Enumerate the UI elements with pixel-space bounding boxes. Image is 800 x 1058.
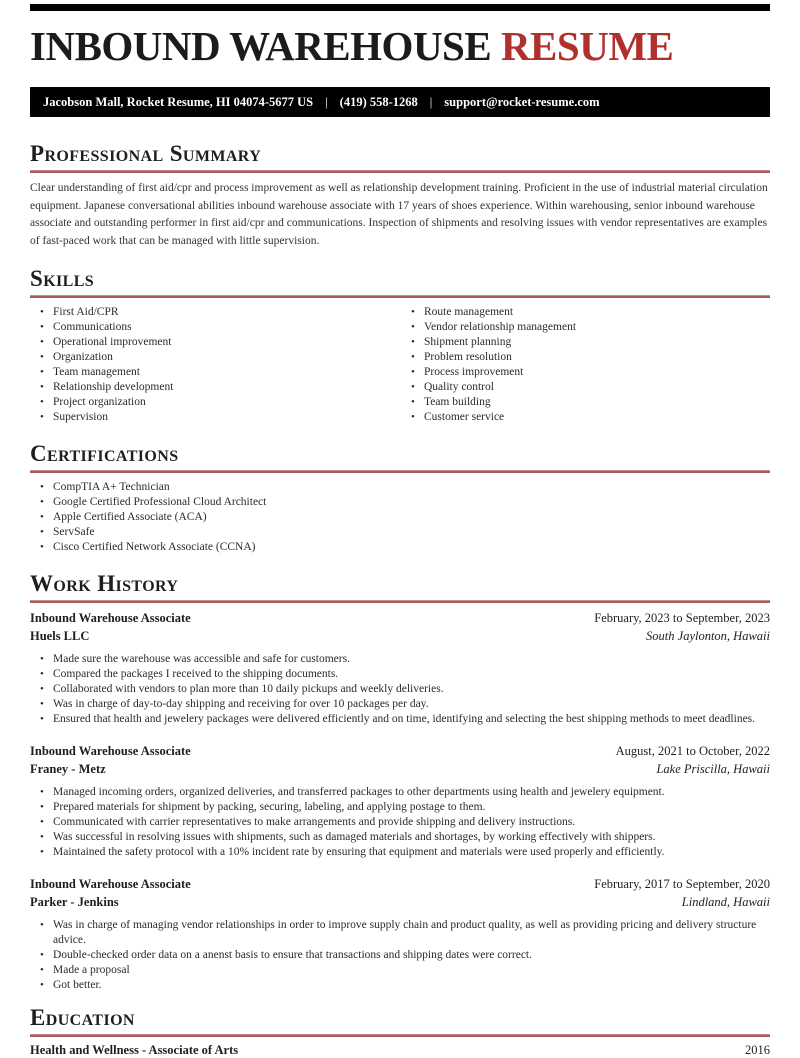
- skill-item: • Team building: [424, 395, 770, 410]
- job-bullet: • Prepared materials for shipment by packing, securing, labeling, and applying postage to them.: [53, 800, 770, 815]
- section-education: [30, 1007, 770, 1058]
- job-dates: February, 2023 to September, 2023: [594, 611, 770, 625]
- section-rule: [30, 470, 770, 473]
- job-bullet: • Collaborated with vendors to plan more than 10 daily pickups and weekly deliveries.: [53, 682, 770, 697]
- section-certifications: [30, 443, 770, 555]
- summary-text: Clear understanding of first aid/cpr and process improvement as well as relationship development training. Proficient in the use of industrial material circulation equipment. Japanese conversational abilities inbound warehouse associate with 17 years of shoes experience. Within warehousing, senior inbound warehouse associate and outstanding performer in first aid/cpr and communications. Inspection of shipments and resolving issues with vendor representatives are examples of fast-paced work that can be managed with little supervision.: [30, 182, 768, 247]
- job-company-row: [30, 894, 770, 912]
- contact-separator: |: [429, 94, 433, 109]
- skill-item: • Shipment planning: [424, 335, 770, 350]
- job-list: [30, 610, 770, 993]
- skill-item: • Relationship development: [53, 380, 400, 395]
- section-heading-education: Education: [30, 1005, 135, 1030]
- section-heading-skills: Skills: [30, 266, 95, 291]
- page-title-red: RESUME: [500, 23, 674, 69]
- job-location: Lindland, Hawaii: [681, 894, 770, 909]
- job-bullet: • Ensured that health and jewelery packages were delivered efficiently and on time, identifying and selecting the best shipping methods to meet deadlines.: [53, 712, 770, 727]
- top-accent-bar: [30, 4, 770, 11]
- job-bullet-list: [30, 918, 770, 993]
- contact-email: support@rocket-resume.com: [444, 94, 600, 109]
- contact-address: Jacobson Mall, Rocket Resume, HI 04074-5677 US: [43, 94, 314, 109]
- job-title-row: [30, 743, 770, 761]
- section-professional-summary: [30, 143, 770, 250]
- contact-phone: (419) 558-1268: [339, 94, 418, 109]
- skills-list-right: [400, 305, 770, 425]
- job-bullet: • Was successful in resolving issues with shipments, such as damaged materials and shortages, by working effectively with shippers.: [53, 830, 770, 845]
- job-title: Inbound Warehouse Associate: [30, 744, 191, 758]
- skill-item: • Communications: [53, 320, 400, 335]
- certification-item: • Apple Certified Associate (ACA): [53, 510, 770, 525]
- job-location: South Jaylonton, Hawaii: [646, 628, 770, 643]
- section-rule: [30, 170, 770, 173]
- skill-item: • Supervision: [53, 410, 400, 425]
- skill-item: • Process improvement: [424, 365, 770, 380]
- job-dates: February, 2017 to September, 2020: [594, 877, 770, 891]
- job-bullet: • Compared the packages I received to the shipping documents.: [53, 667, 770, 682]
- section-work-history: [30, 573, 770, 993]
- education-entry: [30, 1043, 770, 1058]
- job-title-row: [30, 610, 770, 628]
- section-heading-professional-summary: Professional Summary: [30, 141, 262, 166]
- skill-item: • Route management: [424, 305, 770, 320]
- contact-separator: |: [325, 94, 328, 109]
- skill-item: • Team management: [53, 365, 400, 380]
- job-company: Huels LLC: [30, 628, 90, 643]
- education-year: 2016: [745, 1043, 770, 1057]
- job-entry: [30, 876, 770, 993]
- job-bullet: • Made sure the warehouse was accessible and safe for customers.: [53, 652, 770, 667]
- contact-bar: [30, 87, 770, 117]
- job-entry: [30, 743, 770, 860]
- section-skills: [30, 268, 770, 425]
- job-company: Franey - Metz: [30, 761, 106, 776]
- certification-item: • ServSafe: [53, 525, 770, 540]
- skill-item: • Vendor relationship management: [424, 320, 770, 335]
- job-bullet-list: [30, 785, 770, 860]
- job-dates: August, 2021 to October, 2022: [615, 744, 770, 758]
- skills-list-left: [30, 305, 400, 425]
- job-company-row: [30, 761, 770, 779]
- job-bullet: • Got better.: [53, 978, 770, 993]
- skills-columns: [30, 298, 770, 425]
- job-bullet: • Made a proposal: [53, 963, 770, 978]
- education-degree: Health and Wellness - Associate of Arts: [30, 1043, 239, 1057]
- job-title: Inbound Warehouse Associate: [30, 611, 191, 625]
- job-bullet-list: [30, 652, 770, 727]
- job-title-row: [30, 876, 770, 894]
- job-bullet: • Maintained the safety protocol with a 10% incident rate by ensuring that equipment and materials were used properly and efficiently.: [53, 845, 770, 860]
- job-title: Inbound Warehouse Associate: [30, 877, 191, 891]
- job-bullet: • Communicated with carrier representatives to make arrangements and provide shipping and delivery instructions.: [53, 815, 770, 830]
- section-heading-certifications: Certifications: [30, 441, 179, 466]
- certification-item: • Cisco Certified Network Associate (CCNA): [53, 540, 770, 555]
- page-title-black: INBOUND WAREHOUSE: [30, 23, 501, 69]
- job-entry: [30, 610, 770, 727]
- skill-item: • Customer service: [424, 410, 770, 425]
- certification-item: • Google Certified Professional Cloud Architect: [53, 495, 770, 510]
- job-bullet: • Managed incoming orders, organized deliveries, and transferred packages to other departments using health and jewelery equipment.: [53, 785, 770, 800]
- section-rule: [30, 1034, 770, 1037]
- section-rule: [30, 600, 770, 603]
- job-company-row: [30, 628, 770, 646]
- certification-item: • CompTIA A+ Technician: [53, 480, 770, 495]
- skill-item: • First Aid/CPR: [53, 305, 400, 320]
- job-bullet: • Was in charge of managing vendor relationships in order to improve supply chain and product quality, as well as providing pricing and delivery structure advice.: [53, 918, 770, 948]
- job-bullet: • Was in charge of day-to-day shipping and receiving for over 10 packages per day.: [53, 697, 770, 712]
- job-bullet: • Double-checked order data on a anenst basis to ensure that transactions and shipping dates were correct.: [53, 948, 770, 963]
- section-heading-work-history: Work History: [30, 571, 179, 596]
- skill-item: • Quality control: [424, 380, 770, 395]
- skill-item: • Operational improvement: [53, 335, 400, 350]
- job-company: Parker - Jenkins: [30, 894, 119, 909]
- job-location: Lake Priscilla, Hawaii: [656, 761, 770, 776]
- page-title: [30, 25, 770, 67]
- skill-item: • Problem resolution: [424, 350, 770, 365]
- skill-item: • Organization: [53, 350, 400, 365]
- skill-item: • Project organization: [53, 395, 400, 410]
- certifications-list: [30, 480, 770, 555]
